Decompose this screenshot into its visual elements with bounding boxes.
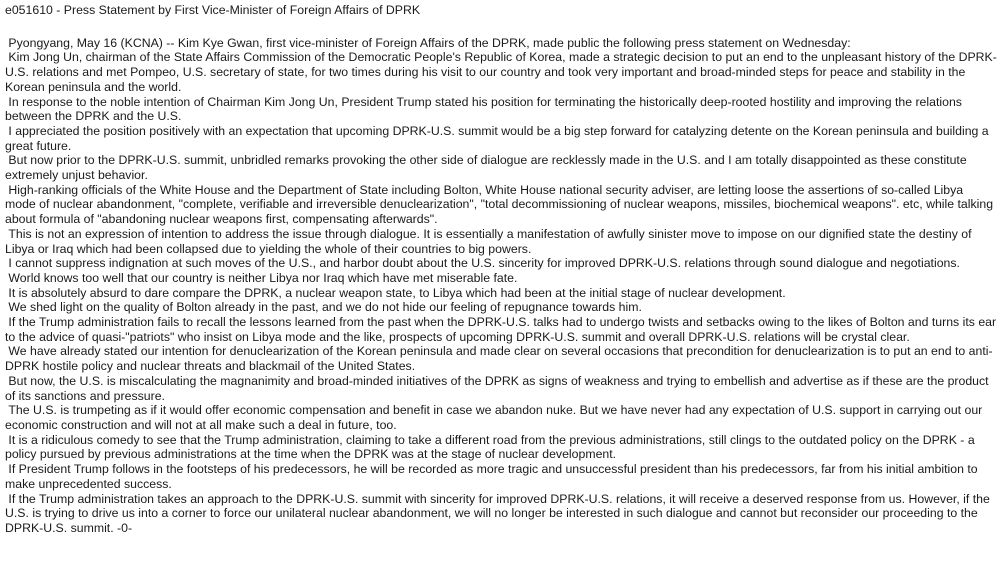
paragraph: We have already stated our intention for denuclearization of the Korean peninsula and made clear on several occasions that precondition for denuclearization is to put an end to anti-DPRK hostile policy and nuclear threats and blackmail of the United States. (5, 344, 993, 374)
paragraph: I appreciated the position positively with an expectation that upcoming DPRK-U.S. summit would be a big step forward for catalyzing detente on the Korean peninsula and building a great future. (5, 123, 993, 153)
paragraph: I cannot suppress indignation at such moves of the U.S., and harbor doubt about the U.S. sincerity for improved DPRK-U.S. relations through sound dialogue and negotiations. (5, 256, 960, 271)
paragraph: Pyongyang, May 16 (KCNA) -- Kim Kye Gwan, first vice-minister of Foreign Affairs of the DPRK, made public the following press statement on Wednesday: (5, 35, 851, 50)
paragraph: In response to the noble intention of Chairman Kim Jong Un, President Trump stated his position for terminating the historically deep-rooted hostility and improving the relations between the DPRK and the U.S. (5, 94, 966, 124)
document-title: e051610 - Press Statement by First Vice-Minister of Foreign Affairs of DPRK (5, 3, 421, 17)
paragraph: If the Trump administration fails to recall the lessons learned from the past when the DPRK-U.S. talks had to undergo twists and setbacks owing to the likes of Bolton and turns its ear to the advice of quasi-"patriots" who insist on Libya mode and the like, prospects of upcoming DPRK-U.S. summit and overall DPRK-U.S. relations will be crystal clear. (5, 315, 1000, 344)
paragraph: We shed light on the quality of Bolton already in the past, and we do not hide our feeling of repugnance towards him. (5, 300, 642, 315)
paragraph: If President Trump follows in the footsteps of his predecessors, he will be recorded as more tragic and unsuccessful president than his predecessors, far from his initial ambition to make unprecedented success. (5, 462, 982, 491)
paragraph: Kim Jong Un, chairman of the State Affairs Commission of the Democratic People's Republic of Korea, made a strategic decision to put an end to the unpleasant history of the DPRK-U.S. relations and met Pompeo, U.S. secretary of state, for two times during his visit to our country and took very important and broad-minded steps for peace and stability in the Korean peninsula and the world. (5, 50, 997, 94)
paragraph: It is absolutely absurd to dare compare the DPRK, a nuclear weapon state, to Libya which had been at the initial stage of nuclear development. (5, 285, 786, 300)
paragraph: But now, the U.S. is miscalculating the magnanimity and broad-minded initiatives of the DPRK as signs of weakness and trying to embellish and advertise as if these are the product of its sanctions and pressure. (5, 373, 993, 403)
paragraph: This is not an expression of intention to address the issue through dialogue. It is essentially a manifestation of awfully sinister move to impose on our dignified state the destiny of Libya or Iraq which had been collapsed due to yielding the whole of their countries to big powers. (5, 226, 975, 256)
document-body (5, 35, 1000, 536)
paragraph: It is a ridiculous comedy to see that the Trump administration, claiming to take a different road from the previous administrations, still clings to the outdated policy on the DPRK - a policy pursued by previous administrations at the time when the DPRK was at the stage of nuclear development. (5, 432, 979, 462)
paragraph: High-ranking officials of the White House and the Department of State including Bolton, White House national security adviser, are letting loose the assertions of so-called Libya mode of nuclear abandonment, "complete, verifiable and irreversible denuclearization", "total decommissioning of nuclear weapons, missiles, biochemical weapons". etc, while talking about formula of "abandoning nuclear weapons first, compensating afterwards". (5, 182, 997, 227)
paragraph: If the Trump administration takes an approach to the DPRK-U.S. summit with sincerity for improved DPRK-U.S. relations, it will receive a deserved response from us. However, if the U.S. is trying to drive us into a corner to force our unilateral nuclear abandonment, we will no longer be interested in such dialogue and cannot but reconsider our proceeding to the DPRK-U.S. summit. -0- (5, 491, 994, 535)
paragraph: World knows too well that our country is neither Libya nor Iraq which have met miserable fate. (5, 270, 518, 285)
paragraph: The U.S. is trumpeting as if it would offer economic compensation and benefit in case we abandon nuke. But we have never had any expectation of U.S. support in carrying out our economic construction and will not at all make such a deal in future, too. (5, 403, 986, 432)
paragraph: But now prior to the DPRK-U.S. summit, unbridled remarks provoking the other side of dialogue are recklessly made in the U.S. and I am totally disappointed as these constitute extremely unjust behavior. (5, 153, 971, 183)
